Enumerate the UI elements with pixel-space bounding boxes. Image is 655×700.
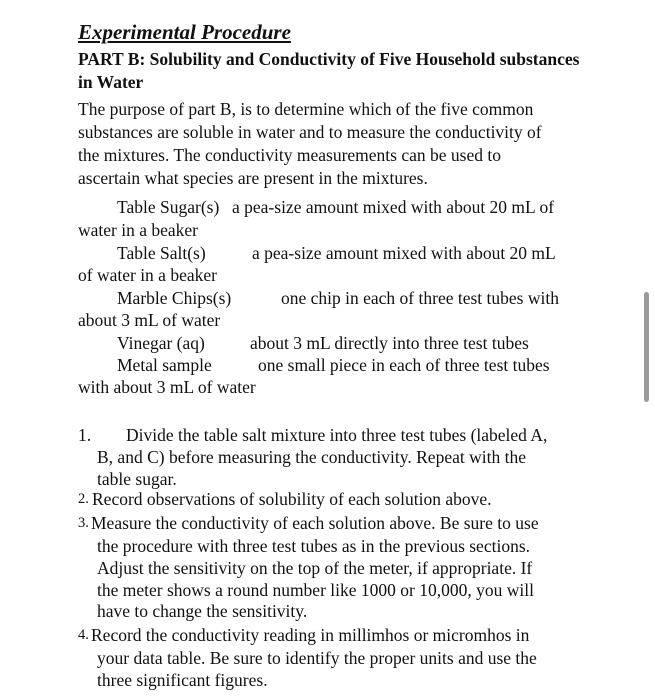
step-line: table sugar. bbox=[97, 469, 177, 489]
substance-name: Marble Chips(s) bbox=[117, 288, 232, 308]
substance-description-continued: about 3 mL of water bbox=[78, 310, 221, 330]
step-line: Record observations of solubility of each solution above. bbox=[92, 489, 492, 509]
step-number: 3. bbox=[78, 515, 89, 531]
step-line: the procedure with three test tubes as in the previous sections. bbox=[97, 536, 531, 556]
purpose-line: The purpose of part B, is to determine which of the five common bbox=[78, 99, 534, 119]
purpose-line: the mixtures. The conductivity measurements can be used to bbox=[78, 145, 501, 165]
step-line: the meter shows a round number like 1000 or 10,000, you will bbox=[97, 580, 534, 600]
substance-name: Table Sugar(s) bbox=[117, 197, 220, 217]
step-line: Adjust the sensitivity on the top of the meter, if appropriate. If bbox=[97, 558, 533, 578]
section-heading: Experimental Procedure bbox=[78, 20, 291, 44]
substance-name: Vinegar (aq) bbox=[117, 333, 205, 353]
step-line: Divide the table salt mixture into three test tubes (labeled A, bbox=[126, 425, 548, 445]
step-number: 1. bbox=[78, 425, 92, 445]
part-title: PART B: Solubility and Conductivity of Five Household substances in Water bbox=[78, 49, 580, 92]
vertical-scrollbar[interactable] bbox=[644, 292, 649, 402]
substance-name: Metal sample bbox=[117, 355, 212, 375]
substance-description-continued: of water in a beaker bbox=[78, 265, 217, 285]
step-line: your data table. Be sure to identify the proper units and use the bbox=[97, 648, 537, 668]
step-line: Record the conductivity reading in millimhos or micromhos in bbox=[91, 625, 530, 645]
step-line: three significant figures. bbox=[97, 670, 268, 690]
substance-name: Table Salt(s) bbox=[117, 243, 206, 263]
step-number: 2. bbox=[78, 491, 89, 507]
purpose-line: ascertain what species are present in the mixtures. bbox=[78, 168, 428, 188]
substance-description-continued: water in a beaker bbox=[78, 220, 198, 240]
substance-description-continued: with about 3 mL of water bbox=[78, 377, 256, 397]
substance-description: one small piece in each of three test tubes bbox=[258, 355, 550, 375]
substance-description: one chip in each of three test tubes with bbox=[281, 288, 559, 308]
purpose-line: substances are soluble in water and to measure the conductivity of bbox=[78, 122, 542, 142]
substance-description: a pea-size amount mixed with about 20 mL of bbox=[232, 197, 555, 217]
step-number: 4. bbox=[78, 627, 89, 643]
step-line: have to change the sensitivity. bbox=[97, 601, 308, 621]
substance-description: about 3 mL directly into three test tubes bbox=[250, 333, 529, 353]
step-line: B, and C) before measuring the conductivity. Repeat with the bbox=[97, 447, 526, 467]
substance-description: a pea-size amount mixed with about 20 mL bbox=[252, 243, 556, 263]
step-line: Measure the conductivity of each solution above. Be sure to use bbox=[91, 513, 539, 533]
